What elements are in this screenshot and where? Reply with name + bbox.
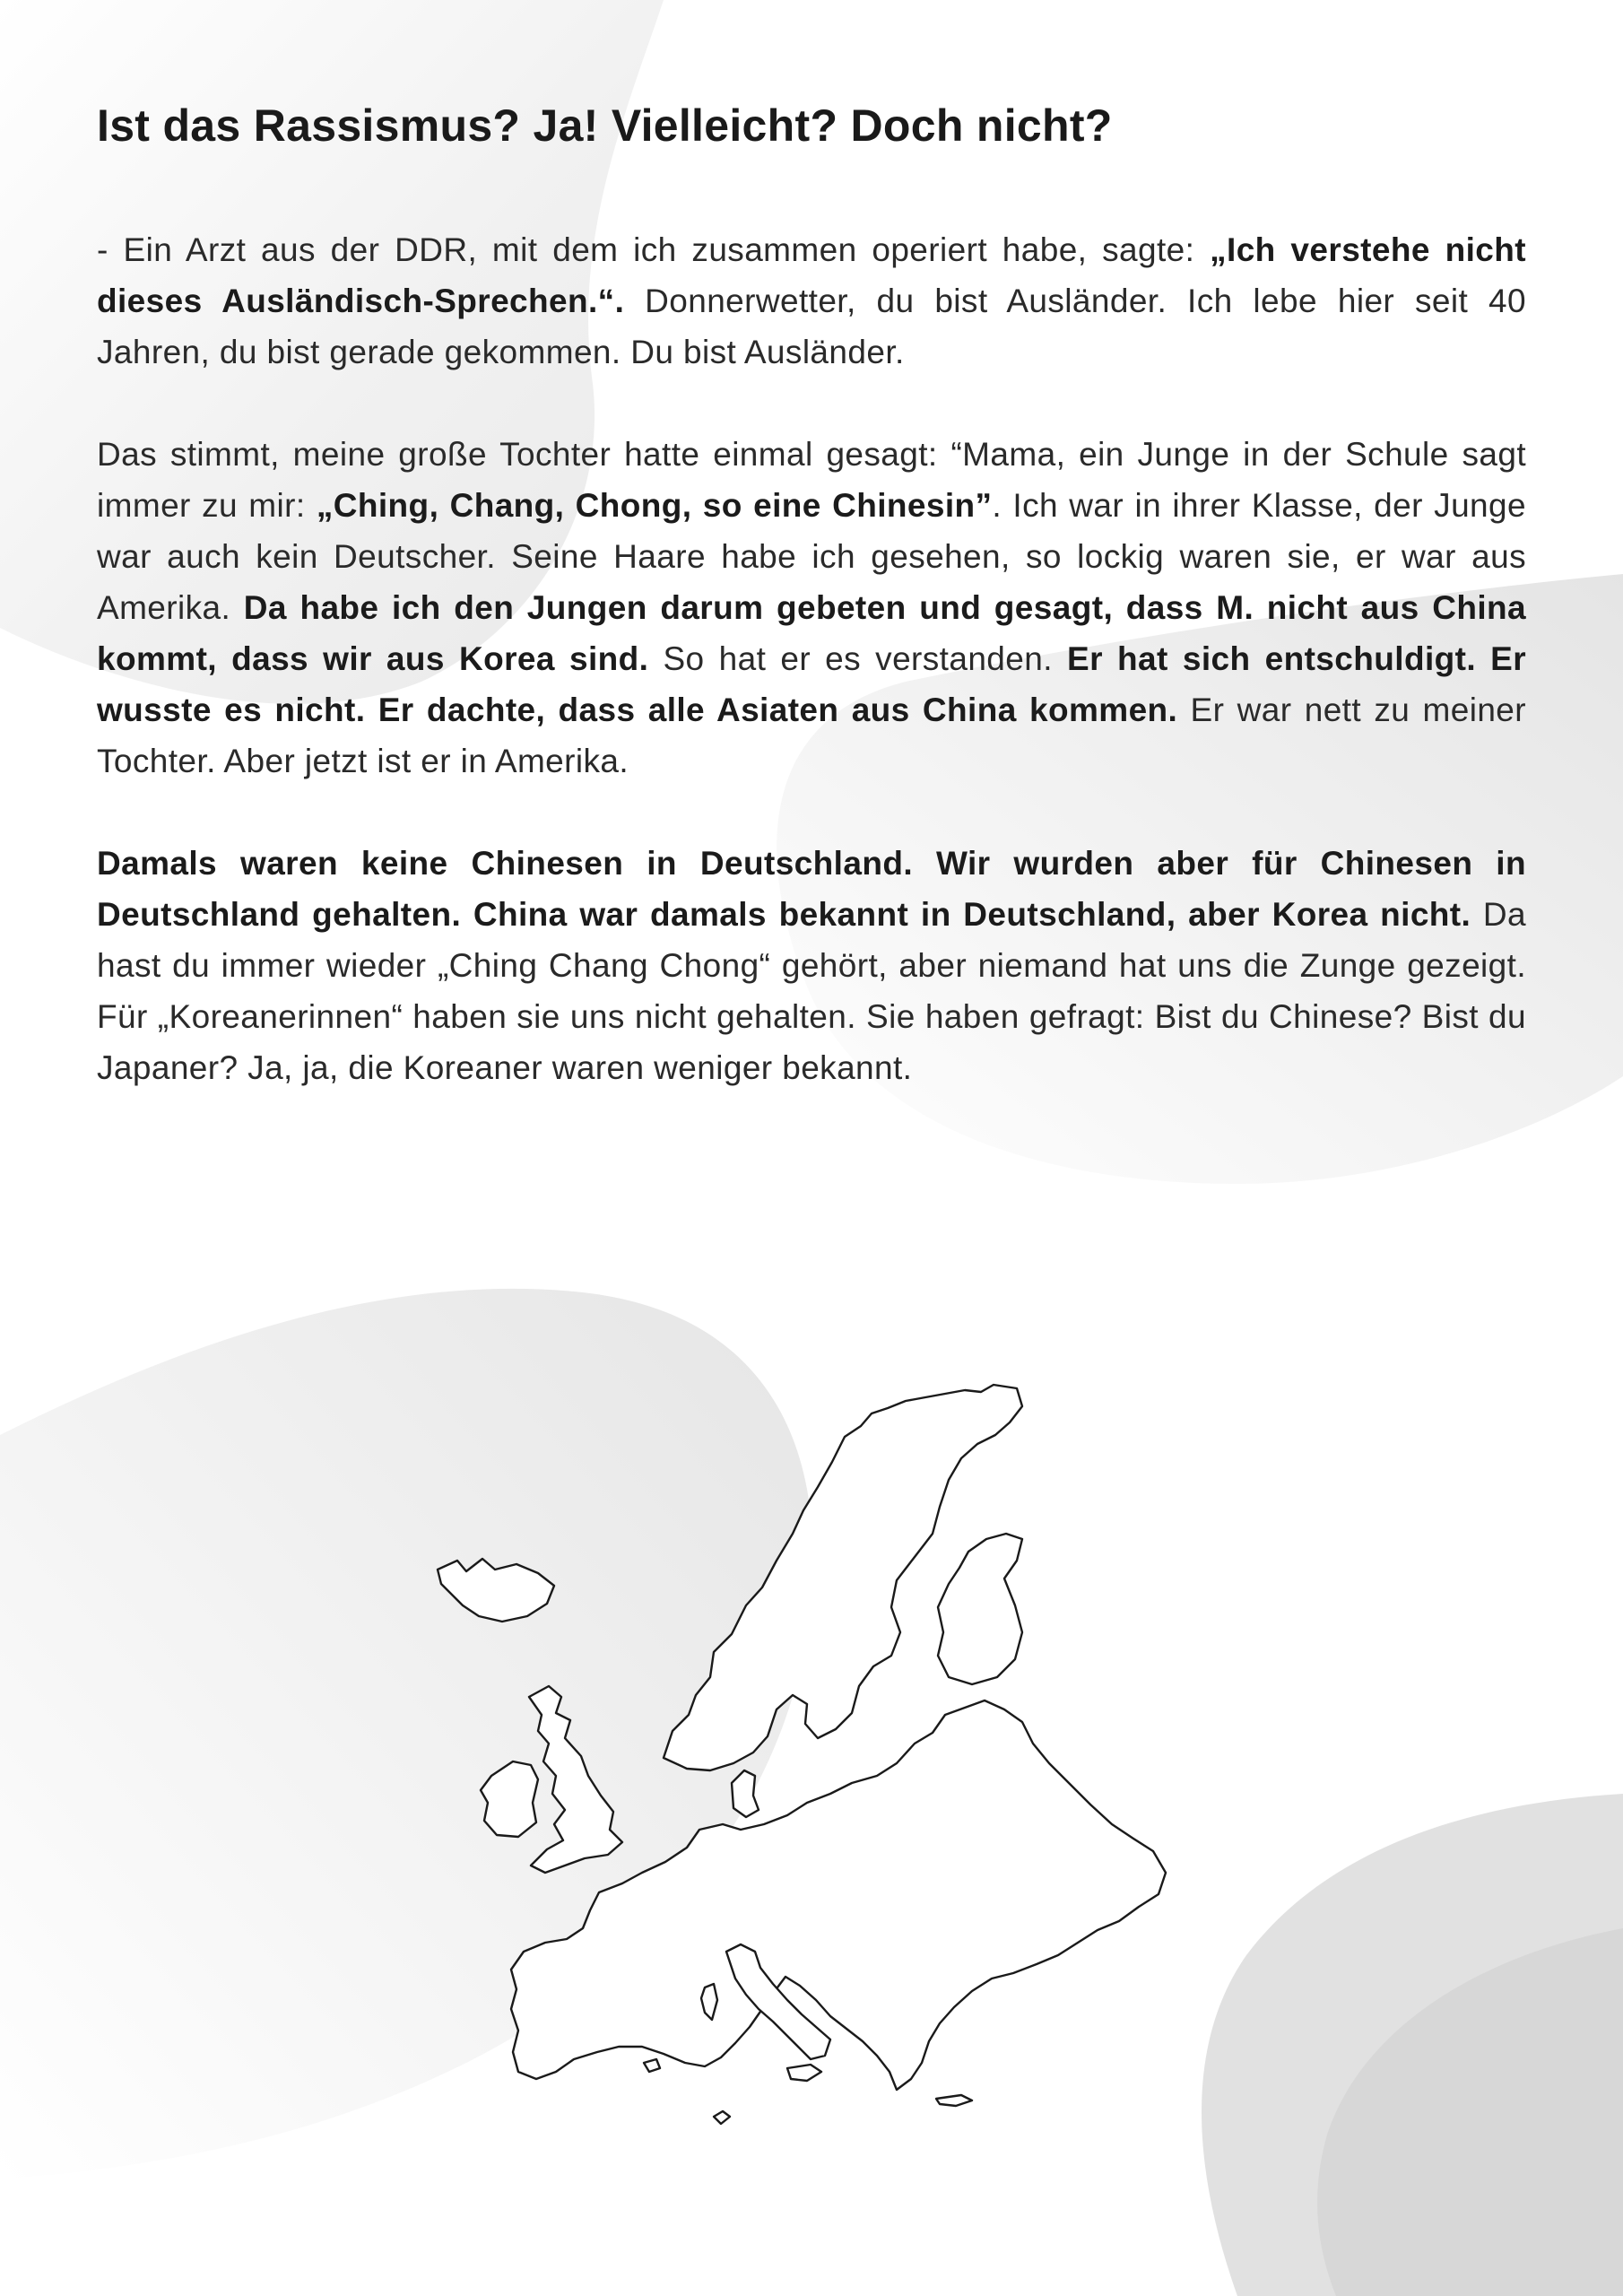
p2-mid: . Ich war in ihrer Klasse, der Junge war auch kein Deutscher. Seine Haare habe ich gesehen, so lockig waren sie, er war aus Amerika. [97, 487, 1526, 626]
europe-map-icon [430, 1381, 1193, 2161]
p1-lead: - Ein Arzt aus der DDR, mit dem ich zusammen operiert habe, sagte: [97, 231, 1211, 268]
finland-outline [938, 1534, 1022, 1684]
p2-rest: Er war nett zu meiner Tochter. Aber jetzt ist er in Amerika. [97, 691, 1526, 779]
balearic-outline [644, 2059, 660, 2072]
p3-bold: Damals waren keine Chinesen in Deutschland. Wir wurden aber für Chinesen in Deutschland gehalten. China war damals bekannt in Deutschland, aber Korea nicht. [97, 845, 1526, 933]
malta-outline [714, 2111, 730, 2124]
p2-bold1: Da habe ich den Jungen darum gebeten und gesagt, dass M. nicht aus China kommt, dass wir aus Korea sind. [97, 589, 1526, 677]
denmark-outline [732, 1770, 759, 1817]
p1-quote: „Ich verstehe nicht dieses Ausländisch-Sprechen.“. [97, 231, 1526, 319]
p2-lead: Das stimmt, meine große Tochter hatte einmal gesagt: “Mama, ein Junge in der Schule sagt immer zu mir: [97, 436, 1526, 524]
p1-rest: Donnerwetter, du bist Ausländer. Ich lebe hier seit 40 Jahren, du bist gerade gekommen. Du bist Ausländer. [97, 283, 1526, 370]
paragraph-doctor [97, 224, 1526, 378]
p2-bold2: Er hat sich entschuldigt. Er wusste es nicht. Er dachte, dass alle Asiaten aus China kommen. [97, 640, 1527, 728]
article [97, 97, 1526, 1093]
p2-quote: „Ching, Chang, Chong, so eine Chinesin” [316, 487, 993, 524]
ireland-outline [481, 1761, 538, 1837]
p2-mid2: So hat er es verstanden. [648, 640, 1068, 677]
iceland-outline [438, 1559, 554, 1622]
paragraph-back-then [97, 838, 1526, 1093]
p3-rest: Da hast du immer wieder „Ching Chang Chong“ gehört, aber niemand hat uns die Zunge gezeigt. Für „Koreanerinnen“ haben sie uns nicht gehalten. Sie haben gefragt: Bist du Chinese? Bist du Japaner? Ja, ja, die Koreaner waren weniger bekannt. [97, 896, 1526, 1086]
great-britain-outline [529, 1686, 622, 1873]
mainland-europe-outline [511, 1700, 1166, 2090]
sicily-outline [787, 2065, 821, 2081]
crete-outline [936, 2095, 972, 2106]
paragraph-daughter [97, 429, 1526, 787]
page-title: Ist das Rassismus? Ja! Vielleicht? Doch nicht? [97, 100, 1113, 151]
